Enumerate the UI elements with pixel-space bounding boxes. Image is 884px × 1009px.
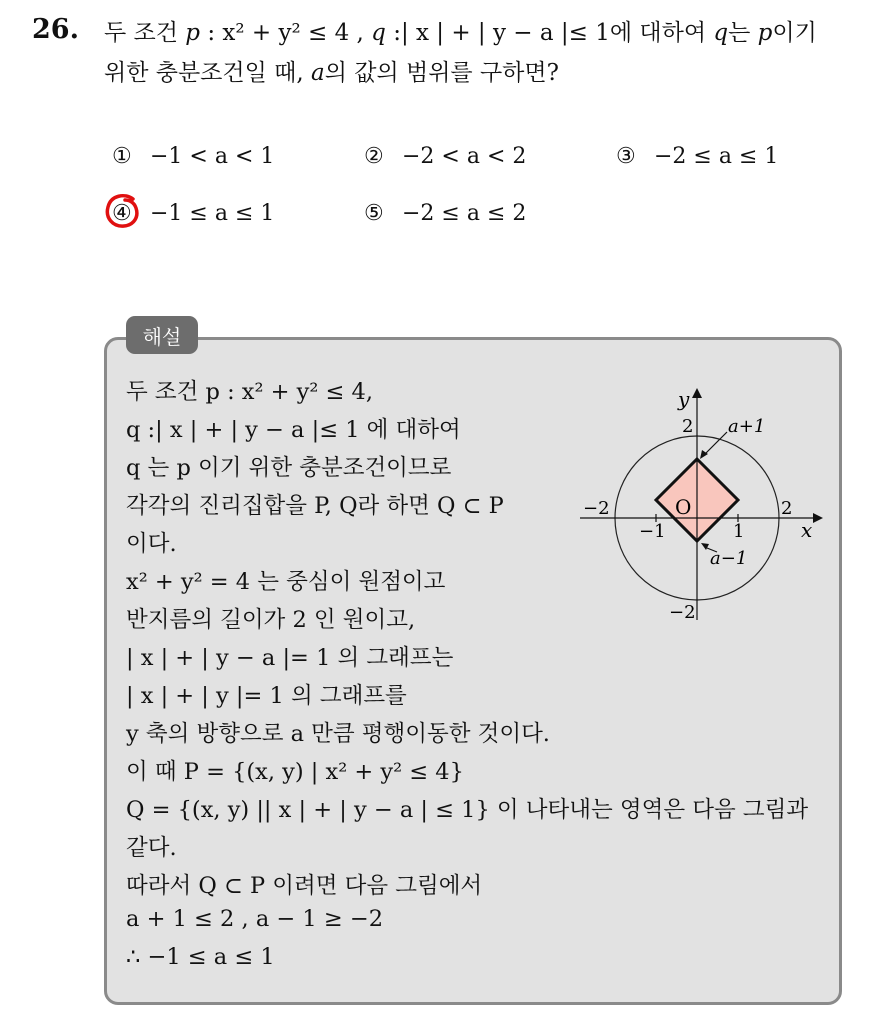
origin-label: O <box>675 495 692 519</box>
label-a-plus-1: a+1 <box>728 416 766 437</box>
question-text: 이기 <box>772 20 817 46</box>
choice-text: −2 ≤ a ≤ 2 <box>402 201 527 226</box>
question-text: 에 대하여 <box>609 20 714 46</box>
question-text: 위한 충분조건일 때, <box>104 60 311 86</box>
y-axis-label: y <box>678 387 690 411</box>
y-axis-arrow-icon <box>692 388 702 398</box>
choice-text: −1 < a < 1 <box>150 144 275 169</box>
solution-line: 이다. <box>126 531 177 557</box>
solution-line: 따라서 Q ⊂ P 이려면 다음 그림에서 <box>126 873 483 899</box>
solution-line: 이 때 P = {(x, y) | x² + y² ≤ 4} <box>126 759 464 785</box>
question-text: 의 값의 범위를 구하면? <box>324 60 559 86</box>
choice-2[interactable] <box>364 144 526 169</box>
choice-number: ④ <box>112 201 132 226</box>
var-q: q <box>713 20 729 46</box>
y-tick-neg2: −2 <box>669 602 696 623</box>
solution-line: x² + y² = 4 는 중심이 원점이고 <box>126 569 446 595</box>
var-p: p <box>757 20 773 46</box>
solution-tag: 해설 <box>126 316 198 354</box>
choice-text: −2 < a < 2 <box>402 144 527 169</box>
choice-number: ② <box>364 144 384 169</box>
condition-p: : x² + y² ≤ 4 , <box>200 20 372 46</box>
solution-line: | x | + | y − a |= 1 의 그래프는 <box>126 645 454 671</box>
solution-line: ∴ −1 ≤ a ≤ 1 <box>126 944 275 970</box>
solution-line: a + 1 ≤ 2 , a − 1 ≥ −2 <box>126 906 384 932</box>
choice-text: −1 ≤ a ≤ 1 <box>150 201 275 226</box>
choice-text: −2 ≤ a ≤ 1 <box>654 144 779 169</box>
question-number: 26. <box>32 14 79 45</box>
question-text: 두 조건 <box>104 20 186 46</box>
choice-number: ① <box>112 144 132 169</box>
choice-number: ⑤ <box>364 201 384 226</box>
choice-1[interactable] <box>112 144 274 169</box>
var-p: p <box>185 20 201 46</box>
choice-5[interactable] <box>364 201 526 226</box>
condition-q: :| x | + | y − a |≤ 1 <box>385 20 610 46</box>
solution-line: q 는 p 이기 위한 충분조건이므로 <box>126 455 452 481</box>
question-line-2 <box>104 54 559 87</box>
leader-a-plus-1 <box>703 432 727 456</box>
question-line-1 <box>104 14 817 47</box>
question-text: 는 <box>728 20 758 46</box>
x-tick-neg1: −1 <box>639 521 666 542</box>
choice-3[interactable] <box>616 144 778 169</box>
x-tick-1: 1 <box>733 521 745 542</box>
solution-line: 반지름의 길이가 2 인 원이고, <box>126 607 416 633</box>
var-a: a <box>311 60 325 86</box>
label-a-minus-1: a−1 <box>710 548 748 569</box>
solution-graph <box>575 380 830 630</box>
solution-line: 같다. <box>126 835 177 861</box>
choice-number: ③ <box>616 144 636 169</box>
solution-line: 각각의 진리집합을 P, Q라 하면 Q ⊂ P <box>126 493 504 519</box>
x-tick-2: 2 <box>781 498 793 519</box>
var-q: q <box>371 20 386 46</box>
x-axis-arrow-icon <box>813 513 823 523</box>
x-axis-label: x <box>801 518 813 542</box>
solution-line: q :| x | + | y − a |≤ 1 에 대하여 <box>126 417 461 443</box>
solution-line: y 축의 방향으로 a 만큼 평행이동한 것이다. <box>126 721 550 747</box>
y-tick-2: 2 <box>682 416 694 437</box>
answer-circle-mark <box>103 191 143 231</box>
solution-line: | x | + | y |= 1 의 그래프를 <box>126 683 407 709</box>
x-tick-neg2: −2 <box>583 498 610 519</box>
solution-line: Q = {(x, y) || x | + | y − a | ≤ 1} 이 나타내는 영역은 다음 그림과 <box>126 797 809 823</box>
solution-line: 두 조건 p : x² + y² ≤ 4, <box>126 379 374 405</box>
